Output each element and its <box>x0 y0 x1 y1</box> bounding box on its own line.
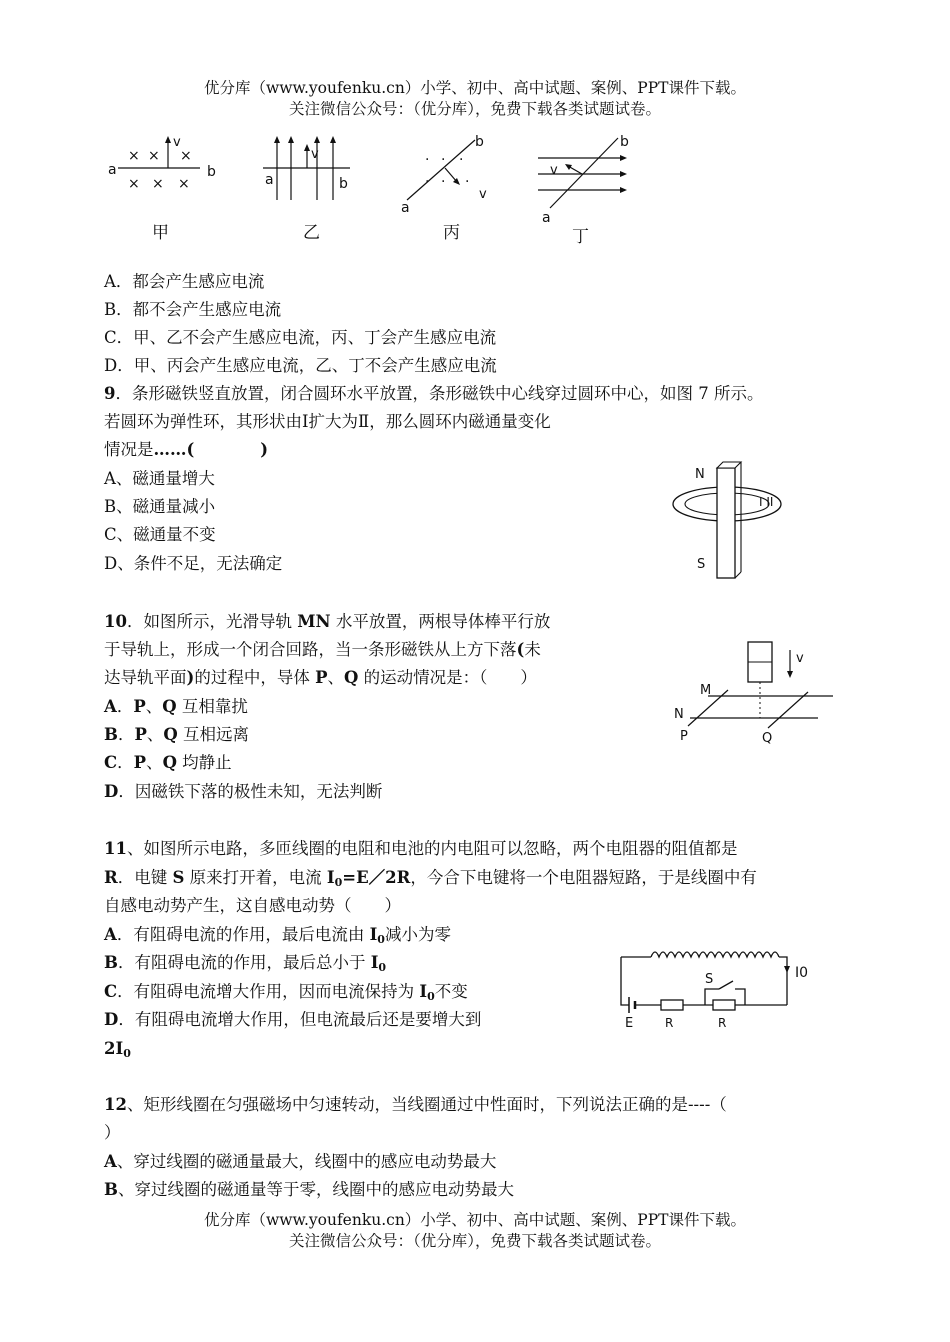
q9-option-d: D、条件不足，无法确定 <box>104 554 283 573</box>
label-v: v <box>550 163 558 178</box>
svg-text:·: · <box>425 152 430 168</box>
q10-stem-line-2: 于导轨上，形成一个闭合回路，当一条形磁铁从上方下落(未 <box>104 640 541 659</box>
q9-figure-magnet-ring <box>665 460 805 580</box>
q9-option-c: C、磁通量不变 <box>104 525 216 544</box>
svg-text:×: × <box>128 176 140 192</box>
q12-option-a: A、穿过线圈的磁通量最大，线圈中的感应电动势最大 <box>104 1152 497 1171</box>
label-b: b <box>475 134 484 150</box>
svg-text:×: × <box>152 176 164 192</box>
label-v: v <box>311 147 319 162</box>
q12-stem-line-2: ） <box>104 1123 121 1142</box>
q9-number: 9 <box>104 384 116 403</box>
q9-stem-line-1: 9．条形磁铁竖直放置，闭合圆环水平放置，条形磁铁中心线穿过圆环中心，如图 7 所示。 <box>104 384 764 403</box>
q10-stem-line-1: 10．如图所示，光滑导轨 MN 水平放置，两根导体棒平行放 <box>104 612 551 631</box>
figure-label-bing: 丙 <box>443 223 460 243</box>
label-a: a <box>108 162 117 178</box>
label-a: a <box>401 200 410 216</box>
svg-text:×: × <box>180 148 192 164</box>
q10-option-c: C．P、Q 均静止 <box>104 753 232 772</box>
label-ring: I II <box>759 495 774 509</box>
label-b: b <box>207 164 216 180</box>
label-r2: R <box>718 1016 727 1030</box>
figure-bing <box>395 130 515 245</box>
figure-label-jia: 甲 <box>152 223 169 243</box>
q9-stem-line-3: 情况是……( ) <box>104 440 269 459</box>
svg-text:×: × <box>178 176 190 192</box>
svg-text:·: · <box>441 152 446 168</box>
q10-figure-rails-magnet <box>668 638 843 748</box>
label-a: a <box>542 210 551 226</box>
label-b: b <box>339 176 348 192</box>
figure-yi <box>255 130 365 245</box>
label-q: Q <box>762 731 773 746</box>
q12-option-b: B、穿过线圈的磁通量等于零，线圈中的感应电动势最大 <box>104 1180 514 1199</box>
svg-text:·: · <box>425 174 430 190</box>
q11-option-a: A．有阻碍电流的作用，最后电流由 $I_0$减小为零 <box>104 925 451 946</box>
q11-option-c: C．有阻碍电流增大作用，因而电流保持为 $I_0$不变 <box>104 982 468 1003</box>
q11-stem-line-1: 11、如图所示电路，多匝线圈的电阻和电池的内电阻可以忽略，两个电阻器的阻值都是 <box>104 839 738 858</box>
q11-option-d-cont: $2I_0$ <box>104 1039 131 1060</box>
footer-line-1: 优分库（www.youfenku.cn）小学、初中、高中试题、案例、PPT课件下载。 <box>203 1211 747 1229</box>
label-v: v <box>796 651 804 666</box>
q12-stem-line-1: 12、矩形线圈在匀强磁场中匀速转动，当线圈通过中性面时，下列说法正确的是----（ <box>104 1095 727 1114</box>
svg-text:×: × <box>128 148 140 164</box>
q11-option-b: B．有阻碍电流的作用，最后总小于 $I_0$ <box>104 953 387 974</box>
q9-stem-line-2: 若圆环为弹性环，其形状由Ⅰ扩大为Ⅱ，那么圆环内磁通量变化 <box>104 412 551 431</box>
svg-text:·: · <box>441 174 446 190</box>
q8-option-d: D．甲、丙会产生感应电流，乙、丁不会产生感应电流 <box>104 356 497 375</box>
label-r1: R <box>665 1016 674 1030</box>
footer-line-2: 关注微信公众号：（优分库），免费下载各类试题试卷。 <box>288 1232 661 1250</box>
q10-option-d: D．因磁铁下落的极性未知，无法判断 <box>104 782 383 801</box>
figure-label-ding: 丁 <box>572 227 589 247</box>
label-i0: I0 <box>795 965 809 981</box>
header-line-1: 优分库（www.youfenku.cn）小学、初中、高中试题、案例、PPT课件下载。 <box>203 79 747 97</box>
q11-stem-line-3: 自感电动势产生，这自感电动势（ ） <box>104 896 401 915</box>
header-line-2: 关注微信公众号：（优分库），免费下载各类试题试卷。 <box>288 100 661 118</box>
label-p: P <box>680 729 688 744</box>
q9-option-a: A、磁通量增大 <box>104 469 215 488</box>
svg-text:·: · <box>465 174 470 190</box>
label-b: b <box>620 134 629 150</box>
q10-stem-line-3: 达导轨平面)的过程中，导体 P、Q 的运动情况是：（ ） <box>104 668 537 687</box>
q11-stem-line-2: R．电键 S 原来打开着，电流 $I_0=E/2R$，今合下电键将一个电阻器短路，于是线圈中有 <box>104 868 757 889</box>
label-v: v <box>479 187 487 202</box>
label-e: E <box>625 1016 634 1031</box>
label-v: v <box>173 135 181 150</box>
svg-text:·: · <box>459 152 464 168</box>
label-s: S <box>705 972 714 987</box>
q9-option-b: B、磁通量减小 <box>104 497 216 516</box>
svg-text:×: × <box>148 148 160 164</box>
label-s: S <box>697 557 706 572</box>
q10-option-b: B．P、Q 互相远离 <box>104 725 249 744</box>
label-n: N <box>695 467 705 482</box>
figure-label-yi: 乙 <box>303 223 320 243</box>
q8-option-c: C．甲、乙不会产生感应电流，丙、丁会产生感应电流 <box>104 328 497 347</box>
q10-option-a: A．P、Q 互相靠扰 <box>104 697 248 716</box>
q11-figure-circuit <box>615 935 815 1035</box>
label-n: N <box>674 707 684 722</box>
q8-option-b: B．都不会产生感应电流 <box>104 300 282 319</box>
q8-option-a: A．都会产生感应电流 <box>104 272 265 291</box>
figure-ding <box>530 130 640 250</box>
label-m: M <box>700 683 712 698</box>
figure-jia <box>100 130 225 245</box>
q11-option-d: D．有阻碍电流增大作用，但电流最后还是要增大到 <box>104 1010 482 1029</box>
label-a: a <box>265 172 274 188</box>
